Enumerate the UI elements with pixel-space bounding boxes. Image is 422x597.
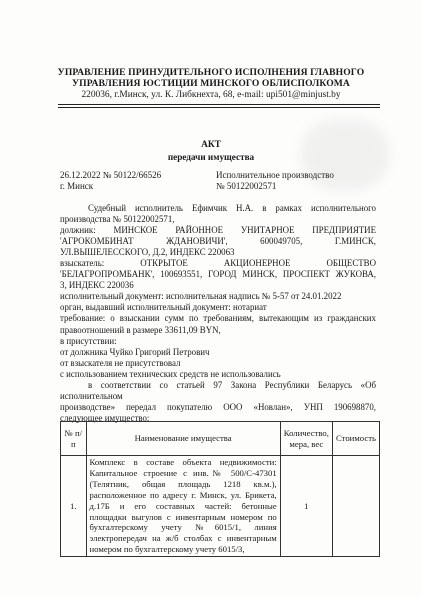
- presence-creditor: от взыскателя не присутствовал: [60, 357, 181, 368]
- presence-label: в присутствии:: [60, 335, 117, 346]
- table-header-row: [61, 422, 380, 456]
- city: г. Минск: [60, 181, 94, 191]
- transfer-line-2: производстве» передал покупателю ООО «Новлан», УНП 190698870,: [60, 401, 376, 412]
- proceeding-number: № 50122002571: [216, 181, 277, 191]
- transfer-line-3: следующее имущество:: [60, 412, 150, 423]
- presence-debtor: от должника Чуйко Григорий Петрович: [60, 346, 210, 357]
- header-qty: Количество, мера, вес: [280, 422, 332, 456]
- body-line-2: производства № 50122002571,: [60, 214, 175, 225]
- property-table: [60, 421, 380, 557]
- proceeding-label: Исполнительное производство: [216, 170, 334, 180]
- header-rule-top: [58, 104, 380, 105]
- organization-header: [0, 67, 422, 89]
- row-description: Комплекс в составе объекта недвижимости: Капитальное строение с инв.№ 500/С-47301 (Телятник, общая площадь 1218 кв.м.), расположенное по адресу г. Минск, ул. Брикета, д.17Б и его составных частей: бетонные площадки выгулов с инвентарным номером по бухгалтерскому учету №6015/1, линия электропередач на ж/б столбах с инвентарным номером по бухгалтерскому учету 6015/3,: [86, 456, 280, 557]
- date-number: 26.12.2022 № 50122/66526: [60, 170, 162, 180]
- row-cost: [332, 456, 379, 557]
- header-name: Наименование имущества: [86, 422, 280, 456]
- body-line-1: Судебный исполнитель Ефимчик Н.А. в рамках исполнительного: [88, 203, 376, 213]
- document-body: [60, 203, 376, 424]
- table-row: [61, 456, 380, 557]
- debtor-line-3: УЛ.ВЫШЕЛЕССКОГО, Д.2, ИНДЕКС 220063: [60, 247, 235, 258]
- row-qty: 1: [280, 456, 332, 557]
- row-num: 1.: [61, 456, 87, 557]
- header-cost: Стоимость: [332, 422, 379, 456]
- creditor-line-2: 'БЕЛАГРОПРОМБАНК', 100693551, ГОРОД МИНСК, ПРОСПЕКТ ЖУКОВА,: [60, 269, 376, 280]
- document-subtitle: передачи имущества: [167, 152, 255, 162]
- requirement-line-2: правоотношений в размере 33611,09 BYN,: [60, 324, 221, 335]
- requirement-line-1: требование: о взыскании сумм по требованиям, вытекающим из гражданских: [60, 313, 376, 324]
- transfer-line-1: в соответствии со статьей 97 Закона Республики Беларусь «Об исполнительном: [60, 379, 376, 401]
- debtor-line-1: должник: МИНСКОЕ РАЙОННОЕ УНИТАРНОЕ ПРЕДПРИЯТИЕ: [60, 225, 376, 236]
- document-title: АКТ: [201, 140, 221, 150]
- org-line-1: УПРАВЛЕНИЕ ПРИНУДИТЕЛЬНОГО ИСПОЛНЕНИЯ ГЛАВНОГО: [57, 67, 365, 78]
- organization-address: 220036, г.Минск, ул. К. Либкнехта, 68, e-mail: upi501@minjust.by: [81, 90, 341, 100]
- issuing-body: орган, выдавший исполнительный документ: нотариат: [60, 302, 267, 313]
- technical-means: с использованием технических средств не использовались: [60, 368, 281, 379]
- debtor-line-2: 'АГРОКОМБИНАТ ЖДАНОВИЧИ', 600049705, Г.МИНСК,: [60, 236, 376, 247]
- creditor-line-1: взыскатель: ОТКРЫТОЕ АКЦИОНЕРНОЕ ОБЩЕСТВО: [60, 258, 376, 269]
- header-num: № п/п: [61, 422, 87, 456]
- header-rule-bottom: [58, 107, 380, 108]
- creditor-line-3: 3, ИНДЕКС 220036: [60, 280, 134, 291]
- exec-document: исполнительный документ: исполнительная надпись № 5-57 от 24.01.2022: [60, 291, 342, 302]
- org-line-2: УПРАВЛЕНИЯ ЮСТИЦИИ МИНСКОГО ОБЛИСПОЛКОМА: [72, 78, 350, 89]
